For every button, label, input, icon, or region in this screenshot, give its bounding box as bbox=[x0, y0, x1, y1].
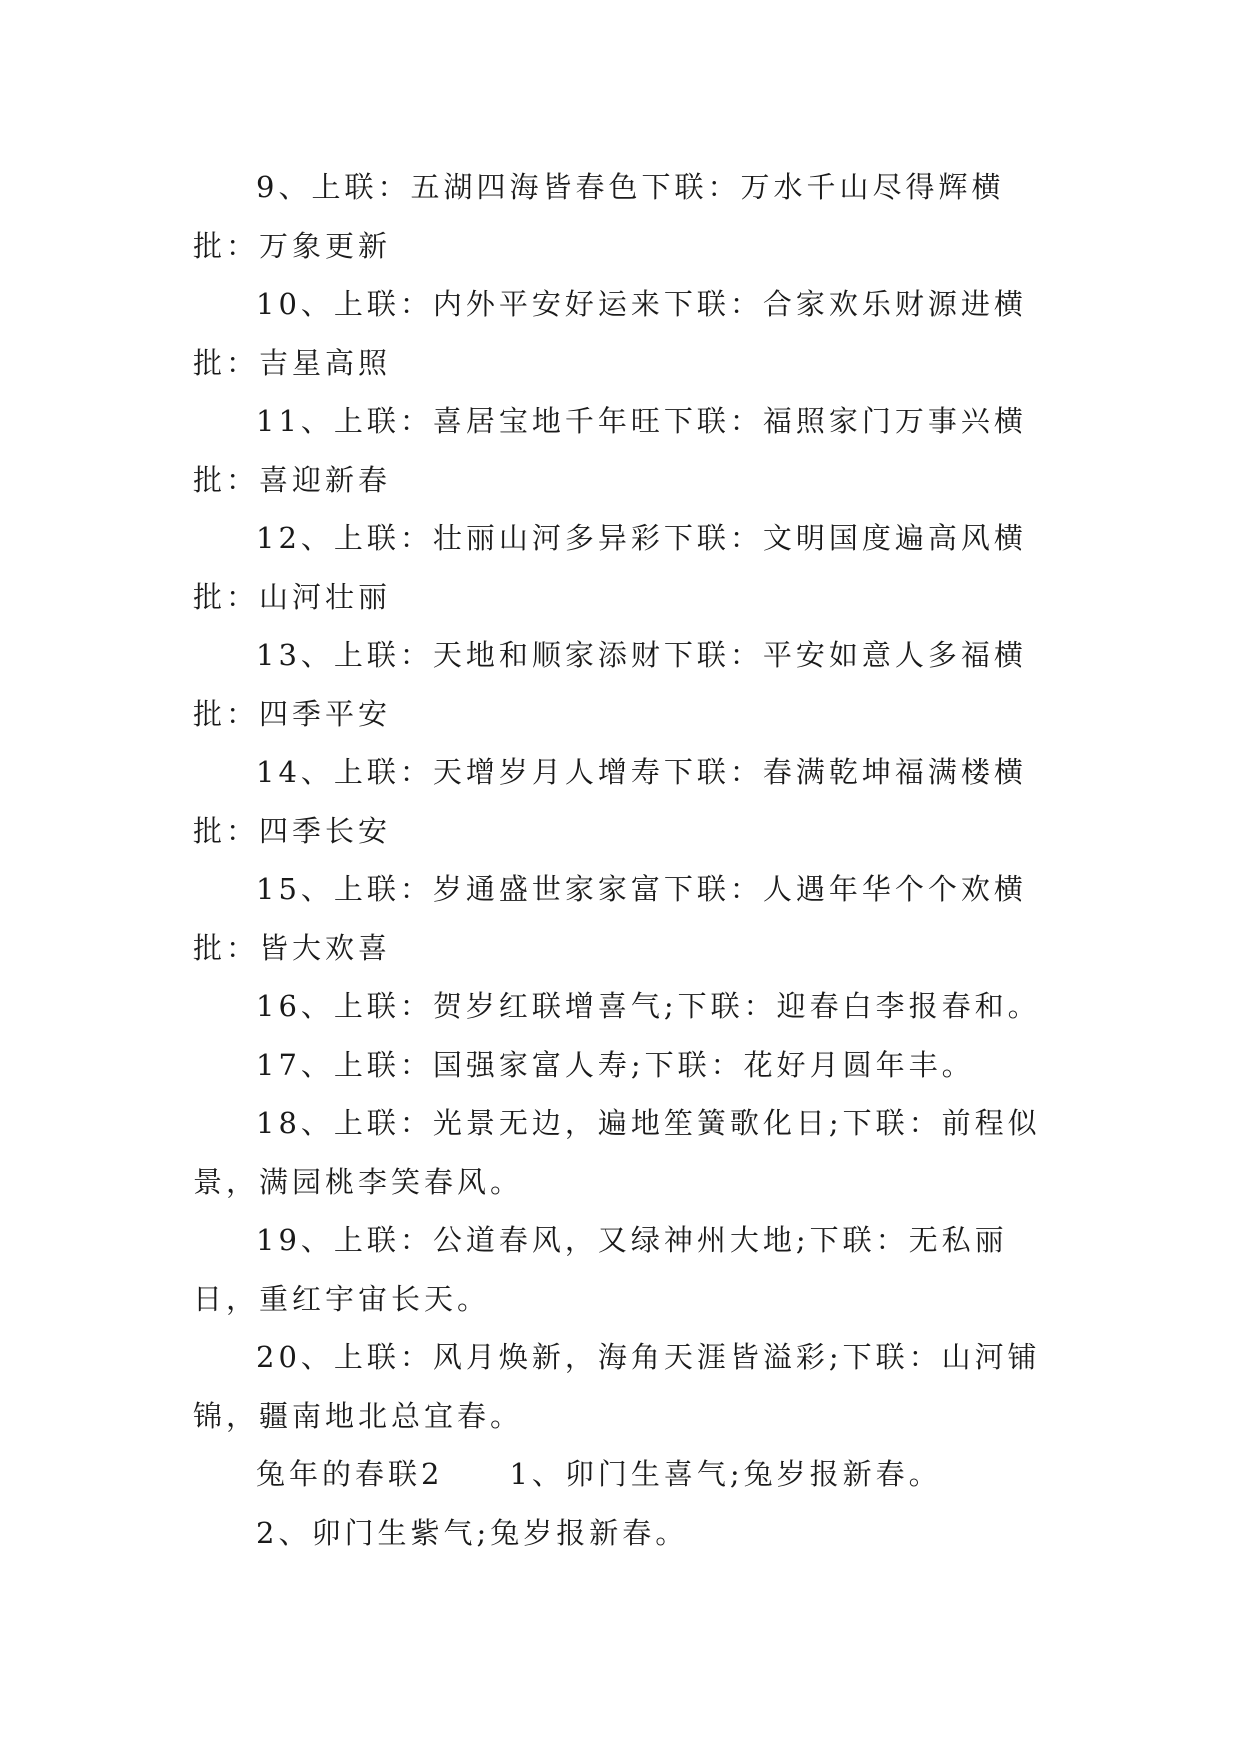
couplet-paragraph: 15、上联：岁通盛世家家富下联：人遇年华个个欢横批：皆大欢喜 bbox=[193, 872, 1027, 965]
couplet-paragraph: 14、上联：天增岁月人增寿下联：春满乾坤福满楼横批：四季长安 bbox=[193, 755, 1027, 848]
couplet-paragraph: 18、上联：光景无边，遍地笙簧歌化日;下联：前程似景，满园桃李笑春风。 bbox=[193, 1106, 1041, 1199]
couplet-paragraph: 13、上联：天地和顺家添财下联：平安如意人多福横批：四季平安 bbox=[193, 638, 1027, 731]
couplet-paragraph: 19、上联：公道春风，又绿神州大地;下联：无私丽日，重红宇宙长天。 bbox=[193, 1223, 1008, 1316]
couplet-paragraph: 17、上联：国强家富人寿;下联：花好月圆年丰。 bbox=[256, 1047, 975, 1082]
section-heading-paragraph: 兔年的春联2 1、卯门生喜气;兔岁报新春。 bbox=[256, 1457, 942, 1491]
couplet-paragraph: 9、上联：五湖四海皆春色下联：万水千山尽得辉横批：万象更新 bbox=[193, 170, 1005, 263]
couplet-paragraph: 10、上联：内外平安好运来下联：合家欢乐财源进横批：吉星高照 bbox=[193, 287, 1027, 380]
couplet-paragraph: 16、上联：贺岁红联增喜气;下联：迎春白李报春和。 bbox=[256, 989, 1041, 1023]
couplet-paragraph: 2、卯门生紫气;兔岁报新春。 bbox=[256, 1515, 689, 1550]
couplet-paragraph: 11、上联：喜居宝地千年旺下联：福照家门万事兴横批：喜迎新春 bbox=[193, 404, 1027, 497]
document-body bbox=[193, 158, 1058, 1562]
couplet-paragraph: 20、上联：风月焕新，海角天涯皆溢彩;下联：山河铺锦，疆南地北总宜春。 bbox=[193, 1340, 1041, 1433]
couplet-paragraph: 12、上联：壮丽山河多异彩下联：文明国度遍高风横批：山河壮丽 bbox=[193, 521, 1027, 614]
